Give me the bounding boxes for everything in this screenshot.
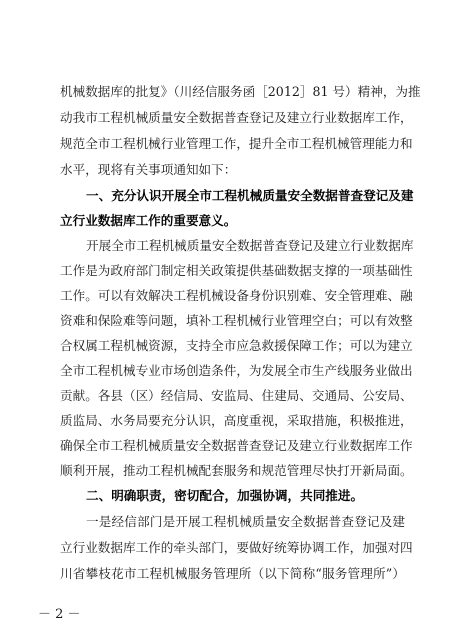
paragraph-2-line-6: 全市工程机械专业市场创造条件，为发展全市生产线服务业做出 bbox=[60, 363, 413, 378]
paragraph-2-line-10: 顺利开展，推动工程机械配套服务和规范管理尽快打开新局面。 bbox=[60, 463, 413, 478]
paragraph-2-line-8: 质监局、水务局要充分认识，高度重视，采取措施，积极推进， bbox=[60, 413, 413, 428]
paragraph-2-line-7: 贡献。各县（区）经信局、安监局、住建局、交通局、公安局、 bbox=[60, 388, 413, 403]
paragraph-2-line-3: 工作。可以有效解决工程机械设备身份识别难、安全管理难、融 bbox=[60, 288, 413, 303]
paragraph-1-line-3: 规范全市工程机械行业管理工作，提升全市工程机械管理能力和 bbox=[60, 136, 413, 151]
page-number: － 2 － bbox=[38, 607, 81, 622]
heading-1-line-1: 一、充分认识开展全市工程机械质量安全数据普查登记及建 bbox=[86, 188, 414, 203]
paragraph-2-line-5: 合权属工程机械资源，支持全市应急救援保障工作；可以为建立 bbox=[60, 338, 413, 353]
paragraph-1-line-4: 水平，现将有关事项通知如下： bbox=[60, 162, 237, 177]
paragraph-1-line-1: 机械数据库的批复》（川经信服务函［2012］81 号）精神，为推 bbox=[60, 84, 421, 99]
paragraph-1-line-2: 动我市工程机械质量安全数据普查登记及建立行业数据库工作， bbox=[60, 110, 413, 125]
heading-2: 二、明确职责，密切配合，加强协调，共同推进。 bbox=[86, 488, 364, 503]
heading-1-line-2: 立行业数据库工作的重要意义。 bbox=[60, 213, 237, 228]
paragraph-3-line-2: 立行业数据库工作的牵头部门，要做好统筹协调工作，加强对四 bbox=[60, 540, 413, 555]
paragraph-3-line-3: 川省攀枝花市工程机械服务管理所（以下简称“服务管理所”） bbox=[60, 566, 405, 581]
paragraph-2-line-2: 工作是为政府部门制定相关政策提供基础数据支撑的一项基础性 bbox=[60, 263, 413, 278]
paragraph-3-line-1: 一是经信部门是开展工程机械质量安全数据普查登记及建 bbox=[86, 514, 405, 529]
paragraph-2-line-9: 确保全市工程机械质量安全数据普查登记及建立行业数据库工作 bbox=[60, 438, 413, 453]
paragraph-2-line-1: 开展全市工程机械质量安全数据普查登记及建立行业数据库 bbox=[86, 238, 414, 253]
paragraph-2-line-4: 资难和保险难等问题，填补工程机械行业管理空白；可以有效整 bbox=[60, 313, 413, 328]
